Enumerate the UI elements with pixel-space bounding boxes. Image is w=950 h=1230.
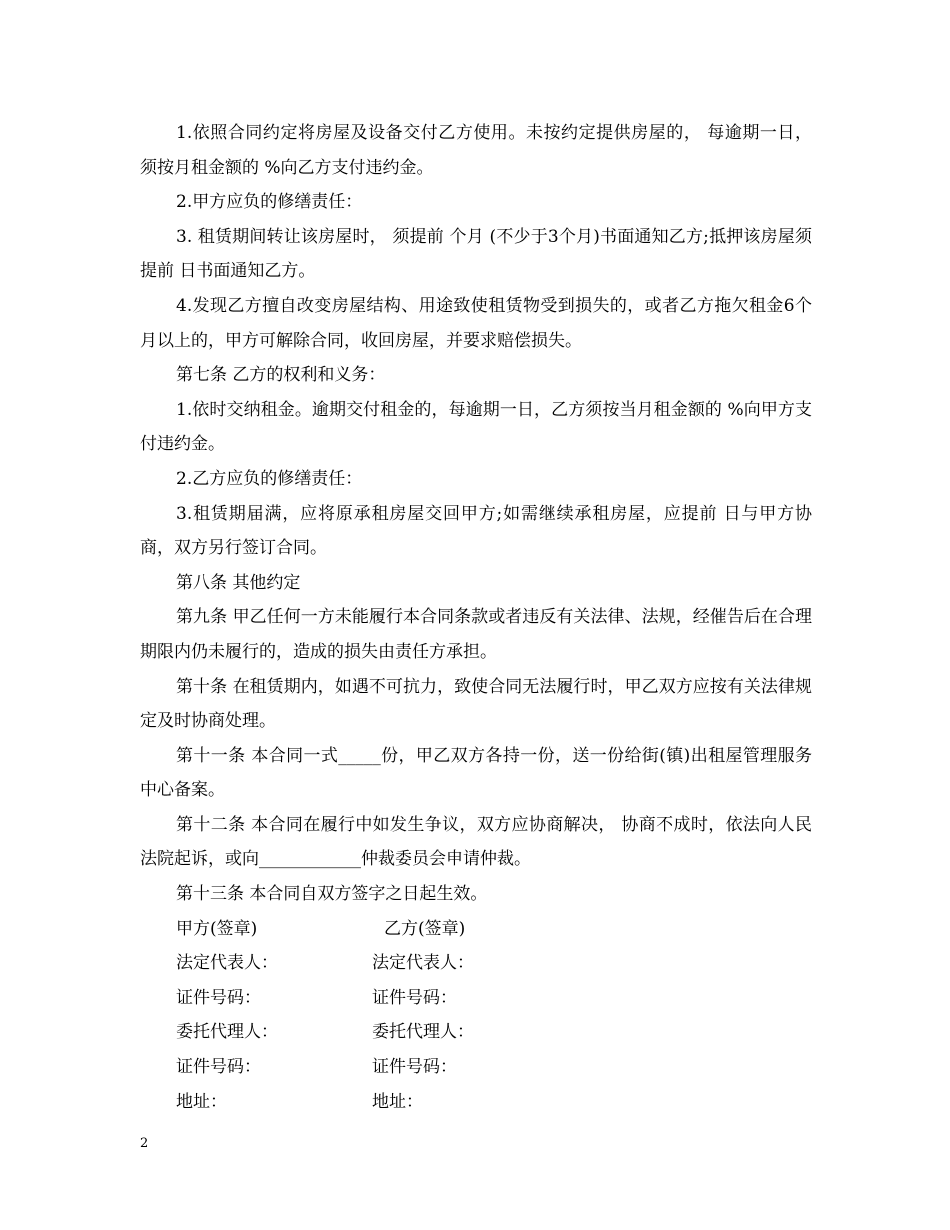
- paragraph-8: 3.租赁期届满，应将原承租房屋交回甲方;如需继续承租房屋，应提前 日与甲方协商，双方另行签订合同。: [140, 503, 812, 559]
- article-7-heading: 第七条 乙方的权利和义务：: [176, 365, 386, 386]
- party-b-seal-label: 乙方(签章): [384, 918, 466, 939]
- paragraph-3: 3. 租赁期间转让该房屋时， 须提前 个月 (不少于3个月)书面通知乙方;抵押该房屋须提前 日书面通知乙方。: [140, 226, 812, 282]
- article-9: 第九条 甲乙任何一方未能履行本合同条款或者违反有关法律、法规，经催告后在合理期限内仍未履行的，造成的损失由责任方承担。: [140, 607, 812, 662]
- article-11: 第十一条 本合同一式_____份，甲乙双方各持一份，送一份给街(镇)出租屋管理服务中心备案。: [140, 745, 812, 801]
- signature-row-party: [140, 912, 812, 947]
- party-a-legal-rep-label: 法定代表人：: [176, 953, 278, 974]
- party-b-address-label: 地址：: [372, 1091, 423, 1112]
- article-13: 第十三条 本合同自双方签字之日起生效。: [176, 884, 488, 905]
- signature-row-agent: [140, 1015, 812, 1050]
- party-a-address-label: 地址：: [176, 1091, 227, 1112]
- article-12: 第十二条 本合同在履行中如发生争议，双方应协商解决， 协商不成时，依法向人民法院起诉，或向____________仲裁委员会申请仲裁。: [140, 814, 812, 870]
- contract-body: [140, 116, 818, 1119]
- paragraph-6: 1.依时交纳租金。逾期交付租金的，每逾期一日，乙方须按当月租金额的 %向甲方支付违约金。: [140, 399, 812, 455]
- signature-row-address: [140, 1085, 812, 1120]
- party-b-agent-id-label: 证件号码：: [372, 1057, 457, 1078]
- paragraph-1: 1.依照合同约定将房屋及设备交付乙方使用。未按约定提供房屋的， 每逾期一日， 须按月租金额的 %向乙方支付违约金。: [140, 123, 818, 178]
- signature-row-legal-rep: [140, 946, 812, 981]
- party-a-id-label: 证件号码：: [176, 987, 261, 1008]
- party-b-agent-label: 委托代理人：: [372, 1022, 474, 1043]
- signature-row-agent-id: [140, 1050, 812, 1085]
- party-b-id-label: 证件号码：: [372, 987, 457, 1008]
- paragraph-7: 2.乙方应负的修缮责任：: [176, 468, 363, 489]
- party-a-agent-id-label: 证件号码：: [176, 1057, 261, 1078]
- page-number: 2: [140, 1136, 149, 1151]
- signature-row-id: [140, 981, 812, 1016]
- paragraph-4: 4.发现乙方擅自改变房屋结构、用途致使租赁物受到损失的，或者乙方拖欠租金6个月以上的，甲方可解除合同，收回房屋，并要求赔偿损失。: [140, 295, 812, 351]
- article-10: 第十条 在租赁期内，如遇不可抗力，致使合同无法履行时，甲乙双方应按有关法律规定及时协商处理。: [140, 676, 812, 732]
- party-a-seal-label: 甲方(签章): [176, 918, 258, 939]
- party-b-legal-rep-label: 法定代表人：: [372, 953, 474, 974]
- paragraph-2: 2.甲方应负的修缮责任：: [176, 192, 363, 213]
- signature-block: [140, 912, 812, 1120]
- article-8-heading: 第八条 其他约定: [176, 572, 301, 593]
- party-a-agent-label: 委托代理人：: [176, 1022, 278, 1043]
